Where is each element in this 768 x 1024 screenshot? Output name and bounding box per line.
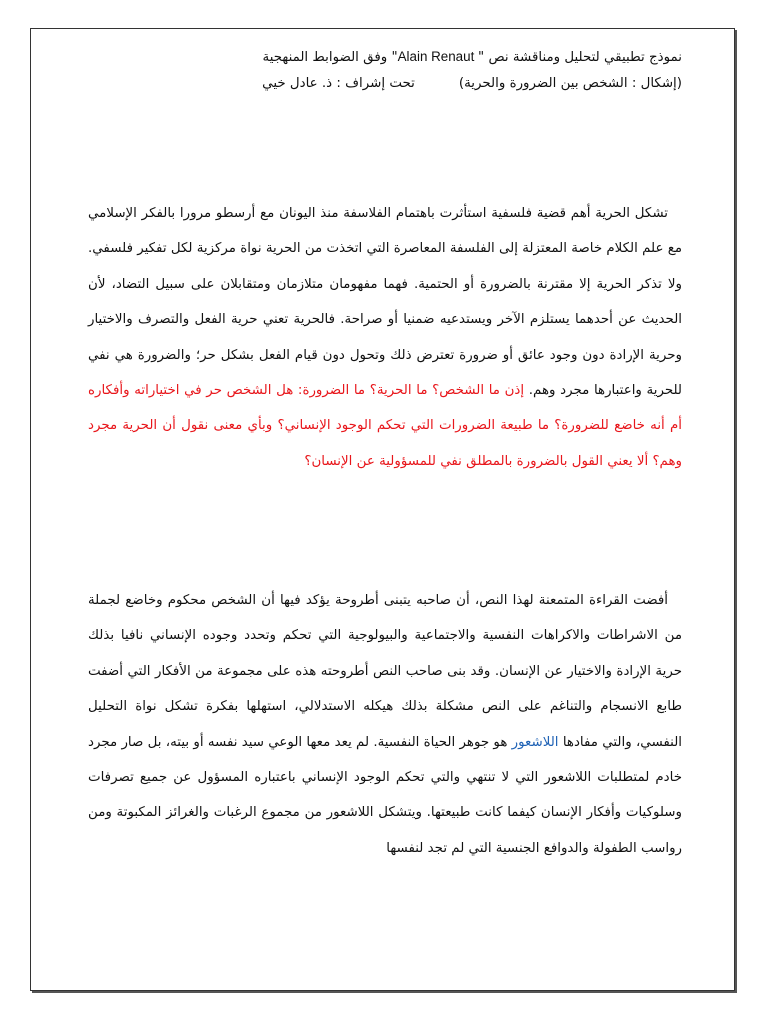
header-problem: (إشكال : الشخص بين الضرورة والحرية)	[458, 76, 682, 91]
header-subtitle-line	[88, 71, 682, 97]
paragraph-introduction	[88, 196, 682, 479]
analysis-text-part1: أفضت القراءة المتمعنة لهذا النص، أن صاحبه يتبنى أطروحة يؤكد فيها أن الشخص محكوم وخاضع لجملة من الاشراطات والاكراهات النفسية والاجتماعية والبيولوجية التي تحكم وتحدد وجوده الإنساني نافيا بذلك حرية الإرادة والاختيار عن الإنسان. وقد بنى صاحب النص أطروحته هذه على مجموعة من الأفكار التي أضفت طابع الانسجام والتناغم على النص مشكلة بذلك هيكله الاستدلالي، استهلها بفكرة تشكل نواة التحليل النفسي، والتي مفادها	[88, 593, 683, 750]
header-title-prefix: نموذج تطبيقي لتحليل ومناقشة نص "	[478, 50, 682, 65]
header-title-line	[88, 44, 682, 71]
problem-questions: إذن ما الشخص؟ ما الحرية؟ ما الضرورة: هل الشخص حر في اختياراته وأفكاره أم أنه خاضع للضرورة؟ ما طبيعة الضرورات التي تحكم الوجود الإنساني؟ وبأي معنى نقول أن الحرية مجرد وهم؟ ألا يعني القول بالضرورة بالمطلق نفي للمسؤولية عن الإنسان؟	[88, 383, 682, 469]
header-author-name: Alain Renaut	[397, 49, 479, 64]
document-header	[88, 44, 682, 97]
intro-text: تشكل الحرية أهم قضية فلسفية استأثرت باهتمام الفلاسفة منذ اليونان مع أرسطو مرورا بالفكر الإسلامي مع علم الكلام خاصة المعتزلة إلى الفلسفة المعاصرة التي اتخذت من الحرية نواة مركزية لكل تفكير فلسفي. ولا تذكر الحرية إلا مقترنة بالضرورة أو الحتمية. فهما مفهومان متلازمان ومتقابلان على سبيل التضاد، لأن الحديث عن أحدهما يستلزم الآخر ويستدعيه ضمنيا أو صراحة. فالحرية تعني حرية الفعل والتصرف والاختيار وحرية الإرادة دون وجود عائق أو ضرورة تعترض ذلك وتحول دون قيام الفعل بشكل حر؛ والضرورة هي نفي للحرية واعتبارها مجرد وهم.	[88, 206, 682, 399]
keyword-unconscious: اللاشعور	[511, 734, 559, 750]
header-supervisor: تحت إشراف : ذ. عادل خيي	[262, 76, 415, 91]
header-title-suffix: " وفق الضوابط المنهجية	[262, 50, 398, 65]
analysis-text-part2: هو جوهر الحياة النفسية. لم يعد معها الوعي سيد نفسه أو بيته، بل صار مجرد خادم لمتطلبات اللاشعور التي لا تنتهي والتي تحكم الوجود الإنساني باعتباره المسؤول عن جميع تصرفات وسلوكيات وأفكار الإنسان كيفما كانت طبيعتها. ويتشكل اللاشعور من مجموع الرغبات والغرائز المكبوتة ومن رواسب الطفولة والدوافع الجنسية التي لم تجد لنفسها	[88, 734, 682, 856]
paragraph-analysis	[88, 583, 682, 866]
